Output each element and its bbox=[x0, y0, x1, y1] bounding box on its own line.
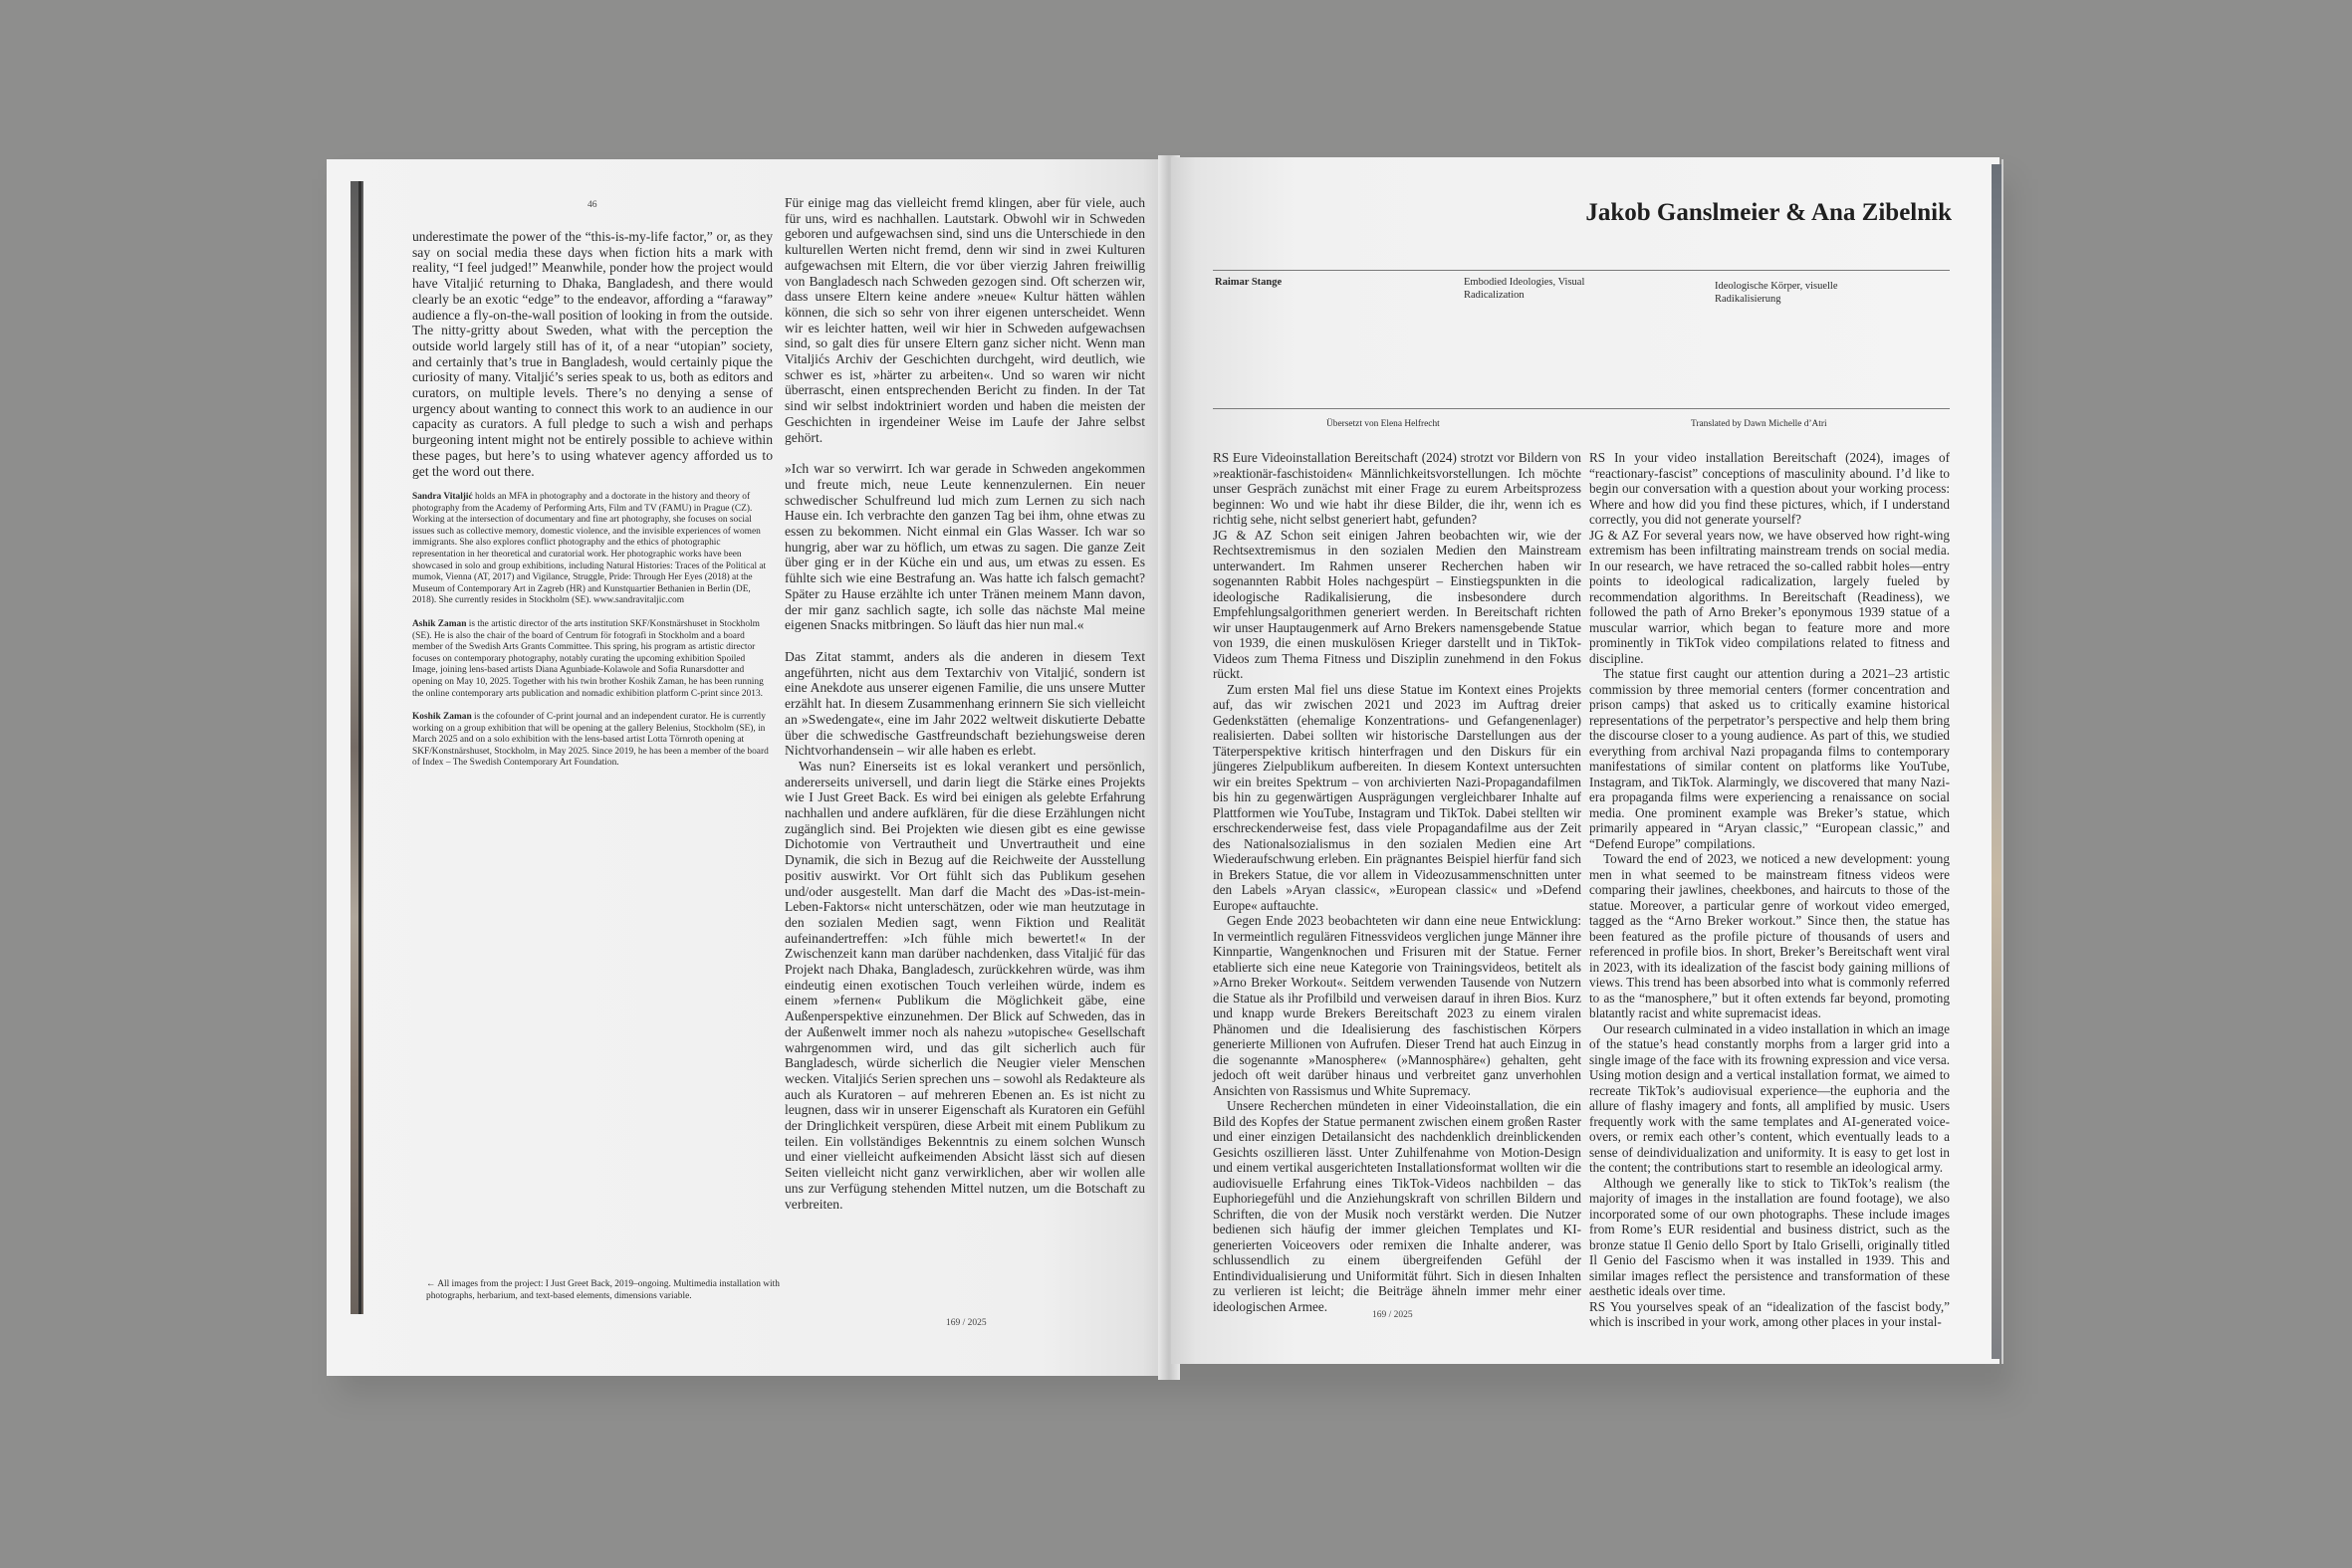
image-caption: ← All images from the project: I Just Greet Back, 2019–ongoing. Multimedia installation with photographs, herbarium, and text-based elements, dimensions variable. bbox=[426, 1279, 780, 1301]
interview-paragraph: RS Eure Videoinstallation Bereitschaft (2024) strotzt vor Bildern von »reaktionär-faschistoiden« Männlichkeitsvorstellungen. Ich möchte unser Gespräch zunächst mit einer Frage zu eurem Arbeitsprozess beginnen: Wo und wie habt ihr diese Bilder, die ihr, wenn ich es richtig sehe, nicht selbst generiert habt, gefunden? bbox=[1213, 450, 1581, 527]
interview-paragraph: Our research culminated in a video installation in which an image of the statue’s head constantly morphs from a larger grid into a single image of the face with its frowning expression and vice versa. Using motion design and a vertical installation format, we aimed to recreate TikTok’s audiovisual experience—the euphoria and the allure of flashy imagery and fonts, all amplified by music. Users frequently work with the same templates and AI-generated voice-overs, or remix each other’s content, which eventually leads to a sense of deindividualization and uniformity. It is easy to get lost in the content; the contributions start to resemble an ideological army. bbox=[1589, 1020, 1950, 1175]
bio-text: holds an MFA in photography and a doctorate in the history and theory of photography from the Academy of Performing Arts, Film and TV (FAMU) in Prague (CZ). Working at the intersection of documentary and fine art photography, she focuses on social issues such as collective memory, domestic violence, and the invisible experiences of women immigrants. She also explores conflict photography and the ethics of photographic representation in her theoretical and curatorial work. Her photographic works have been showcased in solo and group exhibitions, including Natural Histories: Traces of the Political at mumok, Vienna (AT, 2017) and Vigilance, Struggle, Pride: Through Her Eyes (2018) at the Museum of Contemporary Art in Zagreb (HR) and Kunstquartier Bethanien in Berlin (DE, 2018). She currently resides in Stockholm (SE). www.sandravitaljic.com bbox=[412, 492, 767, 606]
bio-block bbox=[412, 492, 773, 782]
bio-ashik bbox=[412, 619, 773, 700]
interview-paragraph: Unsere Recherchen mündeten in einer Videoinstallation, die ein Bild des Kopfes der Statue permanent zwischen einem großen Raster und einer einzigen Detailansicht des nachdenklich dreinblickenden Gesichts oszillieren lässt. Unter Zuhilfenahme von Motion-Design und einem vertikal ausgerichteten Installationsformat wollten wir die audiovisuelle Erfahrung eines TikTok-Videos nachbilden – das Euphoriegefühl und die Anziehungskraft von schrillen Bildern und Schriften, die von der Musik noch verstärkt werden. Die Nutzer bedienen sich häufig der immer gleichen Templates und KI-generierten Voiceovers oder remixen die Inhalte anderer, was schlussendlich zu einem übergreifenden Gefühl der Entindividualisierung und Uniformität führt. Sich in diesen Inhalten zu verlieren ist leicht; die Beiträge ähneln immer mehr einer ideologischen Armee. bbox=[1213, 1098, 1581, 1314]
english-paragraph: underestimate the power of the “this-is-my-life factor,” or, as they say on social media these days when fiction hits a mark with reality, “I feel judged!” Meanwhile, ponder how the project would have Vitaljić returning to Dhaka, Bangladesh, and there would clearly be an exotic “edge” to the endeavor, affording a “faraway” audience a fly-on-the-wall position of looking in from the outside. The nitty-gritty about Sweden, what with the perception the outside world largely still has of it, of a near “utopian” society, and certainly that’s true in Bangladesh, would certainly pique the curiosity of many. Vitaljić’s series speak to us, both as editors and curators, on multiple levels. There’s no denying a sense of urgency about wanting to connect this work to an audience in our capacity as curators. A full pledge to such a wish and perhaps burgeoning intent might not be entirely possible to achieve within these pages, but here’s to using whatever agency afforded us to get the word out there. bbox=[412, 229, 773, 479]
bio-sandra bbox=[412, 492, 773, 607]
bio-text: is the cofounder of C-print journal and an independent curator. He is currently working on a group exhibition that will be opening at the gallery Belenius, Stockholm (SE), in March 2025 and on a solo exhibition with the lens-based artist Lotta Törnroth opening at SKF/Konstnärshuset, Stockholm, in May 2025. Since 2019, he has been a member of the board of Index – The Swedish Contemporary Art Foundation. bbox=[412, 712, 769, 769]
bio-name: Sandra Vitaljić bbox=[412, 492, 473, 502]
page-edge bbox=[2001, 159, 2003, 1364]
translator-german: Übersetzt von Elena Helfrecht bbox=[1326, 419, 1440, 429]
interview-paragraph: RS You yourselves speak of an “idealization of the fascist body,” which is inscribed in your work, among other places in your instal- bbox=[1589, 1298, 1950, 1329]
page-edge-image bbox=[1992, 164, 2001, 1359]
page-footer: 169 / 2025 bbox=[1372, 1310, 1413, 1320]
quote-paragraph: »Ich war so verwirrt. Ich war gerade in Schweden angekommen und freute mich, neue Leute kennenzulernen. Ein neuer schwedischer Schulfreund lud mich zum Lernen zu sich nach Hause ein. Ich verbrachte den ganzen Tag bei ihm, ohne etwas zu essen zu bekommen. Nicht einmal ein Glas Wasser. Ich war so hungrig, aber war zu höflich, um etwas zu sagen. Die ganze Zeit über ging er in der Küche ein und aus, um etwas zu essen. Es fühlte sich wie eine Bestrafung an. Was hatte ich falsch gemacht? Später zu Hause erzählte ich unter Tränen meinem Mann davon, der mir ganz sachlich sagte, ich solle das nächste Mal meine eigenen Snacks mitbringen. So läuft das hier nun mal.« bbox=[785, 461, 1145, 633]
interview-paragraph: The statue first caught our attention during a 2021–23 artistic commission by three memorial centers (former concentration and prison camps) that asked us to critically examine historical representations of the perpetrator’s perspective and help them bring the discourse closer to a young audience. As part of this, we studied everything from archival Nazi propaganda films to contemporary manifestations of similar content on platforms like YouTube, Instagram, and TikTok. Alarmingly, we discovered that many Nazi-era propaganda films were experiencing a renaissance on social media. One prominent example was Breker’s statue, which primarily appeared in “Aryan classic,” “European classic,” and “Defend Europe” compilations. bbox=[1589, 666, 1950, 851]
header-rule bbox=[1213, 270, 1950, 271]
translator-rule bbox=[1213, 408, 1950, 409]
bio-text: is the artistic director of the arts institution SKF/Konstnärshuset in Stockholm (SE). He is also the chair of the board of Centrum för fotografi in Stockholm and a board member of the Swedish Arts Grants Committee. This spring, his program as artistic director focuses on contemporary photography, notably curating the upcoming exhibition Spoiled Image, joining lens-based artists Diana Agunbiade-Kolawole and Sofia Runarsdotter and opening on May 10, 2025. Together with his twin brother Koshik Zaman, he has been running the online contemporary arts publication and nomadic exhibition platform C-print since 2013. bbox=[412, 618, 764, 699]
interview-paragraph: JG & AZ Schon seit einigen Jahren beobachten wir, wie der Rechtsextremismus in den sozialen Medien den Mainstream unterwandert. Im Rahmen unserer Recherchen haben wir sogenannten Rabbit Holes nachgespürt – Einstiegspunkten in die ideologische Radikalisierung, die insbesondere durch Empfehlungsalgorithmen generiert werden. In Bereitschaft richten wir unser Hauptaugenmerk auf Arno Brekers namensgebende Statue von 1939, die einen muskulösen Krieger darstellt und in TikTok-Videos zum Thema Fitness und Disziplin zunehmend in den Fokus rückt. bbox=[1213, 527, 1581, 681]
page-number: 46 bbox=[588, 200, 597, 210]
interview-paragraph: Zum ersten Mal fiel uns diese Statue im Kontext eines Projekts auf, das wir zwischen 2021 und 2023 im Auftrag dreier Gedenkstätten (ehemalige Konzentrations- und Gefangenenlager) realisierten. Dabei sollten wir historische Darstellungen aus der Täterperspektive kritisch hinterfragen und den Diskurs für ein jüngeres Zielpublikum aufbereiten. In diesem Kontext untersuchten wir ein breites Spektrum – von archivierten Nazi-Propagandafilmen bis hin zu gegenwärtigen Ausprägungen vergleichbarer Inhalte auf Plattformen wie YouTube, Instagram und TikTok. Dabei stellten wir erschreckenderweise fest, dass viele Propagandafilme aus der Zeit des Nationalsozialismus in den sozialen Medien eine Art Wiederaufschwung erleben. Ein prägnantes Beispiel hierfür fand sich in Brekers Statue, die vor allem in Videozusammenschnitten unter den Labels »Aryan classic«, »European classic« und »Defend Europe« auftauchte. bbox=[1213, 681, 1581, 913]
interview-paragraph: JG & AZ For several years now, we have observed how right-wing extremism has been infiltrating mainstream trends on social media. In our research, we have retraced the so-called rabbit holes—entry points to ideological radicalization, largely fueled by recommendation algorithms. In Bereitschaft (Readiness), we followed the path of Arno Breker’s eponymous 1939 statue of a muscular warrior, which began to feature more and more prominently in TikTok video compilations related to fitness and discipline. bbox=[1589, 527, 1950, 666]
author-name: Raimar Stange bbox=[1215, 277, 1283, 288]
interview-paragraph: Although we generally like to stick to TikTok’s realism (the majority of images in the installation are found footage), we also incorporated some of our own photographs. These include images from Rome’s EUR residential and business district, such as the bronze statue Il Genio dello Sport by Italo Griselli, originally titled Il Genio del Fascismo when it was installed in 1939. This and similar images reflect the persistence and transformation of these aesthetic ideals over time. bbox=[1589, 1175, 1950, 1298]
bio-name: Ashik Zaman bbox=[412, 618, 467, 629]
title-german: Ideologische Körper, visuelle Radikalisierung bbox=[1715, 281, 1838, 305]
bio-koshik bbox=[412, 712, 773, 770]
page-footer: 169 / 2025 bbox=[946, 1318, 987, 1328]
german-paragraph: Was nun? Einerseits ist es lokal verankert und persönlich, andererseits universell, und darin liegt die Stärke eines Projekts wie I Just Greet Back. Es wird bei einigen als gelebte Erfahrung nachhallen und andere aufklären, für die diese Erzählungen nicht zugänglich sind. Bei Projekten wie diesen gibt es eine gewisse Dichotomie von Vertrautheit und Unvertrautheit und eine Dynamik, die sich in Bezug auf die Reichweite der Ausstellung positiv auswirkt. Vor Ort fühlt sich das Publikum gesehen und/oder ausgestellt. Man darf die Macht des »Das-ist-mein-Leben-Faktors« nicht unterschätzen, oder wie man heutzutage in den sozialen Medien sagt, wenn Fiktion und Realität aufeinandertreffen: »Ich fühle mich bewertet!« In der Zwischenzeit kann man darüber nachdenken, dass Vitaljić für das Projekt nach Dhaka, Bangladesch, zurückkehren würde, was ihm eindeutig einen exotischen Touch verleihen würde, indem es einem »fernen« Publikum die Möglichkeit gäbe, eine Außenperspektive einzunehmen. Der Blick auf Schweden, das in der Außenwelt immer noch als nahezu »utopische« Gesellschaft wahrgenommen wird, und das gilt sicherlich auch für Bangladesch, würde sicherlich die Neugier vieler Menschen wecken. Vitaljićs Serien sprechen uns – sowohl als Redakteure als auch als Kuratoren – auf mehreren Ebenen an. Es ist nicht zu leugnen, dass wir in unserer Eigenschaft als Kuratoren ein Gefühl der Dringlichkeit verspüren, diese Arbeit mit einem Publikum zu teilen. Ein vollständiges Bekenntnis zu einem solchen Wunsch und einer vielleicht aufkeimenden Absicht lässt sich auf diesen Seiten vielleicht nicht ganz verwirklichen, aber wir wollen alle uns zur Verfügung stehenden Mittel nutzen, um die Botschaft zu verbreiten. bbox=[785, 758, 1145, 1212]
translator-english: Translated by Dawn Michelle d’Atri bbox=[1691, 419, 1827, 429]
german-interview-column bbox=[1213, 450, 1581, 1314]
german-paragraph: Für einige mag das vielleicht fremd klingen, aber für viele, auch für uns, wird es nachhallen. Lautstark. Obwohl wir in Schweden geboren und aufgewachsen sind, sind uns die Unterschiede in den kulturellen Werten nicht fremd, denn wir sind in zwei Kulturen aufgewachsen mit Eltern, die vor über vierzig Jahren freiwillig von Bangladesch nach Schweden gezogen sind. Oft scherzen wir, dass unsere Eltern keine andere »neue« Kultur hätten wählen können, die sich so sehr von ihrer eigenen unterscheidet. Wenn wir es leichter hatten, weil wir hier in Schweden aufgewachsen sind, so galt dies für unsere Eltern ganz sicher nicht. Wenn man Vitaljićs Archiv der Geschichten durchgeht, wird deutlich, wie schwer es ist, »härter zu arbeiten«. Und so waren wir nicht überrascht, einen entsprechenden Bericht zu finden. In der Tat sind wir selbst indoktriniert worden und haben die meisten der Geschichten in irgendeiner Weise im Laufe der Jahre selbst gehört. bbox=[785, 195, 1145, 445]
german-paragraph: Das Zitat stammt, anders als die anderen in diesem Text angeführten, nicht aus dem Textarchiv von Vitaljić, sondern ist eine Anekdote aus unserer eigenen Familie, die uns unsere Mutter erzählt hat. In diesem Zusammenhang erinnern Sie sich vielleicht an »Swedengate«, eine im Jahr 2022 weltweit diskutierte Debatte über die schwedische Gastfreundschaft beziehungsweise deren Nichtvorhandensein – wir alle haben es erlebt. bbox=[785, 648, 1145, 759]
title-english: Embodied Ideologies, Visual Radicalization bbox=[1464, 277, 1585, 301]
german-column-text bbox=[785, 195, 1145, 1212]
english-column-text bbox=[412, 229, 773, 479]
english-interview-column bbox=[1589, 450, 1950, 1330]
bio-name: Koshik Zaman bbox=[412, 712, 472, 723]
interview-paragraph: Gegen Ende 2023 beobachteten wir dann eine neue Entwicklung: In vermeintlich regulären Fitnessvideos verglichen junge Männer ihre Kinnpartie, Wangenknochen und Frisuren mit der Statue. Ferner etablierte sich eine neue Kategorie von Trainingsvideos, betitelt als »Arno Breker Workout«. Seitdem verwenden Tausende von Nutzern die Statue als ihr Profilbild und verweisen darauf in ihren Bios. Kurz und knapp wurde Brekers Bereitschaft 2023 zu einem viralen Phänomen und die Idealisierung des faschistischen Körpers generierte Millionen von Aufrufen. Dieser Trend hat auch Einzug in die sogenannte »Manosphere« (»Mannosphäre«) gehalten, geht jedoch oft weit darüber hinaus und verbreitet ganz unverhohlen Ansichten von Rassismus und White Supremacy. bbox=[1213, 913, 1581, 1098]
photo-strip-edge bbox=[358, 181, 361, 1314]
photo-strip bbox=[351, 181, 363, 1314]
interview-paragraph: RS In your video installation Bereitschaft (2024), images of “reactionary-fascist” conceptions of masculinity abound. I’d like to begin our conversation with a question about your working process: Where and how did you find these pictures, which, if I understand correctly, you did not generate yourself? bbox=[1589, 450, 1950, 527]
article-title: Jakob Ganslmeier & Ana Zibelnik bbox=[1585, 199, 1952, 226]
interview-paragraph: Toward the end of 2023, we noticed a new development: young men in what seemed to be mainstream fitness videos were comparing their jawlines, cheekbones, and haircuts to those of the statue. Moreover, a particular genre of workout video emerged, tagged as the “Arno Breker workout.” Since then, the statue has been featured as the profile picture of thousands of users and referenced in profile bios. In short, Breker’s Bereitschaft went viral in 2023, with its idealization of the fascist body gaining millions of views. This trend has been absorbed into what is commonly referred to as the “manosphere,” but it often extends far beyond, promoting blatantly racist and white supremacist ideas. bbox=[1589, 851, 1950, 1020]
